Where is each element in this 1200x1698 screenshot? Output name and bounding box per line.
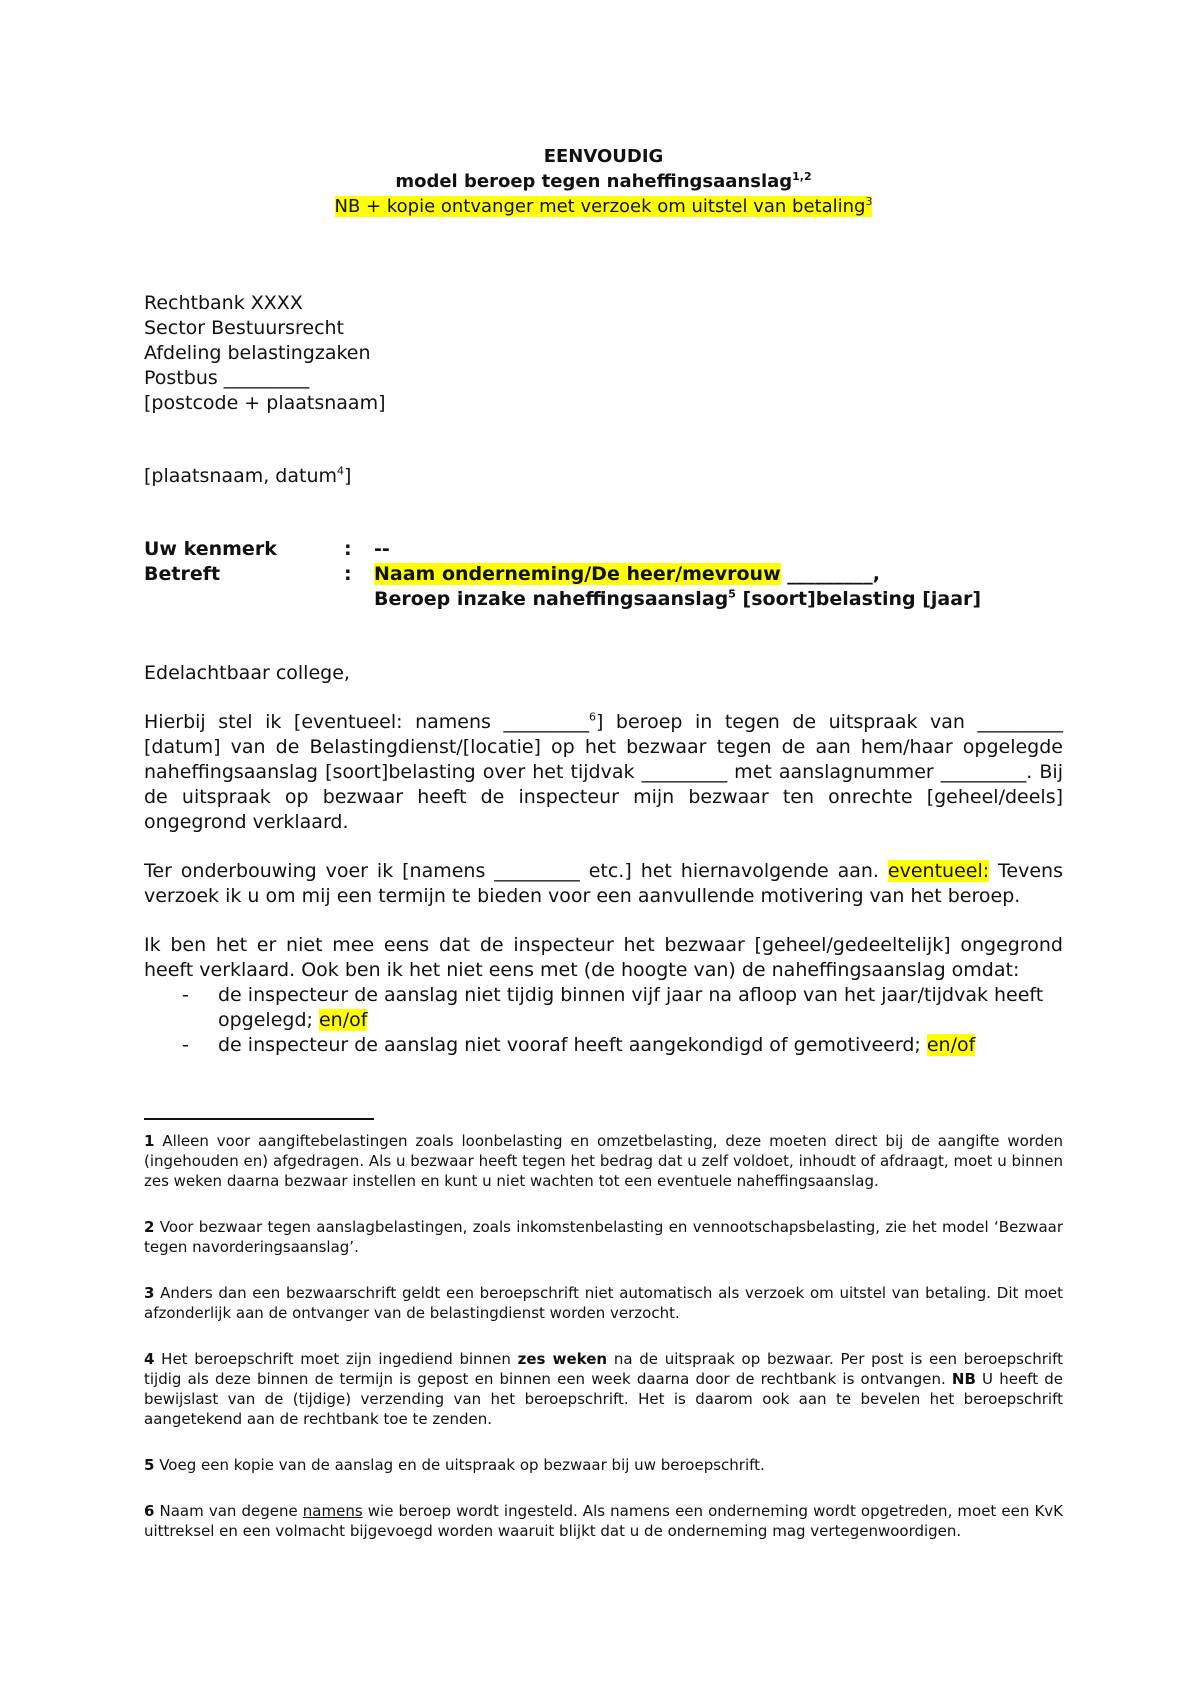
address-line: [postcode + plaatsnaam]	[144, 392, 386, 414]
footnote: 2 Voor bezwaar tegen aanslagbelastingen, zoals inkomstenbelasting en vennootschapsbelasting, zie het model ‘Bezwaar tegen navorderingsaanslag’.	[144, 1218, 1063, 1256]
paragraph: Ik ben het er niet mee eens dat de inspecteur het bezwaar [geheel/gedeeltelijk] ongegrond heeft verklaard. Ook ben ik het niet eens met (de hoogte van) de naheffingsaanslag omdat:	[144, 934, 1063, 981]
paragraph: Hierbij stel ik [eventueel: namens _________$^6$] beroep in tegen de uitspraak van _________ [datum] van de Belastingdienst/[locatie] op het bezwaar tegen de aan hem/haar opgelegde naheffingsaanslag [soort]belasting over het tijdvak _________ met aanslagnummer _________. Bij de uitspraak op bezwaar heeft de inspecteur mijn bezwaar ten onrechte [geheel/deels] ongegrond verklaard.	[144, 710, 1063, 833]
footnote: 5 Voeg een kopie van de aanslag en de uitspraak op bezwaar bij uw beroepschrift.	[144, 1456, 765, 1474]
footnote-ref: 4	[337, 464, 345, 478]
reference-block	[144, 537, 1063, 612]
footnote: 3 Anders dan een bezwaarschrift geldt een beroepschrift niet automatisch als verzoek om uitstel van betaling. Dit moet afzonderlijk aan de ontvanger van de belastingdienst worden verzocht.	[144, 1284, 1063, 1322]
reference-colon: :	[344, 538, 352, 560]
reference-value: Naam onderneming/De heer/mevrouw _________, Beroep inzake naheffingsaanslag$^5$ [soort]belasting [jaar]	[374, 563, 982, 610]
footnote-ref: 5	[728, 587, 736, 601]
footnote: 6 Naam van degene namens wie beroep wordt ingesteld. Als namens een onderneming wordt opgetreden, moet een KvK uittreksel en een volmacht bijgevoegd worden waaruit blijkt dat u de onderneming mag vertegenwoordigen.	[144, 1502, 1063, 1540]
title-block	[144, 144, 1063, 219]
list-item: - de inspecteur de aanslag niet tijdig binnen vijf jaar na afloop van het jaar/tijdvak heeft opgelegd; en/of	[182, 984, 1044, 1031]
reference-value: --	[374, 538, 390, 560]
footnote: 4 Het beroepschrift moet zijn ingediend binnen zes weken na de uitspraak op bezwaar. Per post is een beroepschrift tijdig als deze binnen de termijn is gepost en binnen een week daarna door de rechtbank is ontvangen. NB U heeft de bewijslast van de (tijdige) verzending van het beroepschrift. Het is daarom ook aan te bevelen het beroepschrift aangetekend aan de rechtbank toe te zenden.	[144, 1350, 1063, 1428]
footnote-ref: 6	[588, 710, 596, 724]
letter-body	[144, 661, 1063, 1058]
reference-label: Betreft	[144, 563, 221, 585]
reference-label: Uw kenmerk	[144, 538, 277, 560]
footnote-separator	[144, 1118, 374, 1120]
footnote-ref: 1,2	[792, 170, 812, 183]
list-item: - de inspecteur de aanslag niet vooraf heeft aangekondigd of gemotiveerd; en/of	[182, 1034, 976, 1056]
dash-bullet: -	[182, 984, 189, 1006]
footnote: 1 Alleen voor aangiftebelastingen zoals loonbelasting en omzetbelasting, deze moeten direct bij de aangifte worden (ingehouden en) afgedragen. Als u bezwaar heeft tegen het bedrag dat u zelf voldoet, inhoudt of afdraagt, moet u binnen zes weken daarna bezwaar instellen en kunt u niet wachten tot een eventuele naheffingsaanslag.	[144, 1132, 1063, 1190]
address-line: Rechtbank XXXX	[144, 292, 303, 314]
dash-bullet: -	[182, 1034, 189, 1056]
document-title: EENVOUDIG	[543, 146, 664, 167]
address-line: Postbus _________	[144, 367, 310, 389]
reference-colon: :	[344, 563, 352, 585]
footnotes	[144, 1131, 1063, 1567]
recipient-address	[144, 291, 386, 416]
reference-row-betreft	[144, 562, 1063, 612]
document-subtitle: model beroep tegen naheffingsaanslag$^{1,2}$	[395, 170, 812, 192]
paragraph: Ter onderbouwing voer ik [namens _________ etc.] het hiernavolgende aan. eventueel: Tevens verzoek ik u om mij een termijn te bieden voor een aanvullende motivering van het beroep.	[144, 860, 1063, 907]
reference-row-kenmerk	[144, 537, 1063, 562]
address-line: Afdeling belastingzaken	[144, 342, 371, 364]
salutation: Edelachtbaar college,	[144, 662, 350, 684]
document-note: NB + kopie ontvanger met verzoek om uitstel van betaling$^3$	[334, 195, 873, 217]
place-date: [plaatsnaam, datum$^4$]	[144, 464, 352, 487]
bullet-list	[144, 983, 1063, 1058]
address-line: Sector Bestuursrecht	[144, 317, 345, 339]
footnote-ref: 3	[865, 195, 873, 208]
